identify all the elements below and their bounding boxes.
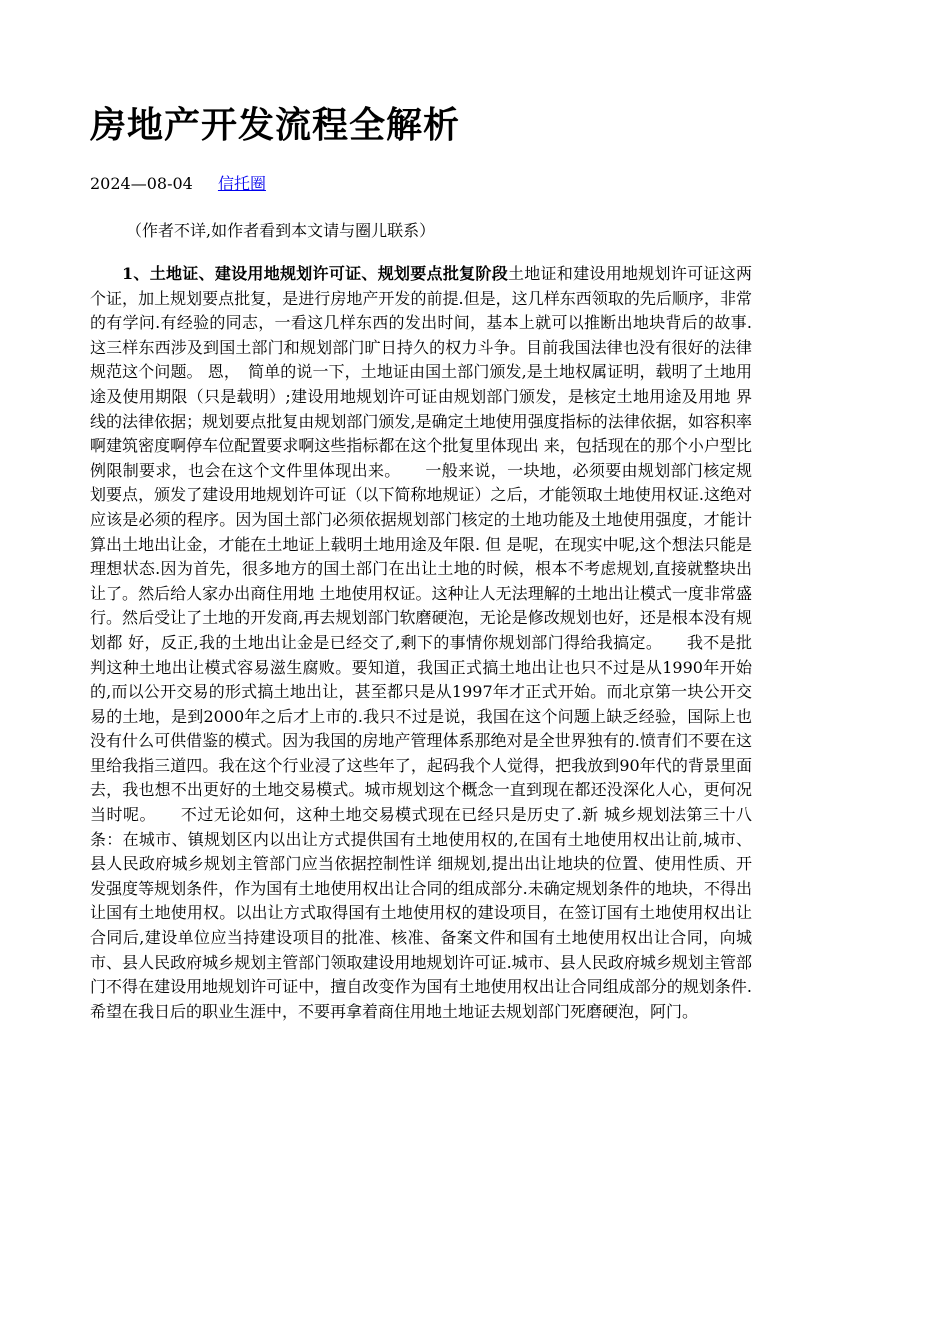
source-link[interactable]: 信托圈	[217, 174, 266, 193]
author-note: （作者不详,如作者看到本文请与圈儿联系）	[126, 221, 436, 240]
body-paragraph: 土地证和建设用地规划许可证这两个证，加上规划要点批复，是进行房地产开发的前提.但是，这几样东西领取的先后顺序，非常的有学问.有经验的同志，一看这几样东西的发出时间，基本上就可以推断出地块背后的故事.这三样东西涉及到国土部门和规划部门旷日持久的权力斗争。目前我国法律也没有很好的法律规范这个问题。 恩， 简单的说一下，土地证由国土部门颁发,是土地权属证明，载明了土地用途及使用期限（只是载明）;建设用地规划许可证由规划部门颁发，是核定土地用途及用地 界线的法律依据；规划要点批复由规划部门颁发,是确定土地使用强度指标的法律依据，如容积率啊建筑密度啊停车位配置要求啊这些指标都在这个批复里体现出 来，包括现在的那个小户型比例限制要求，也会在这个文件里体现出来。 一般来说，一块地，必须要由规划部门核定规划要点，颁发了建设用地规划许可证（以下简称地规证）之后，才能领取土地使用权证.这绝对应该是必须的程序。因为国土部门必须依据规划部门核定的土地功能及土地使用强度，才能计算出土地出让金，才能在土地证上载明土地用途及年限. 但 是呢，在现实中呢,这个想法只能是理想状态.因为首先，很多地方的国土部门在出让土地的时候，根本不考虑规划,直接就整块出让了。然后给人家办出商住用地 土地使用权证。这种让人无法理解的土地出让模式一度非常盛行。然后受让了土地的开发商,再去规划部门软磨硬泡，无论是修改规划也好，还是根本没有规划都 好，反正,我的土地出让金是已经交了,剩下的事情你规划部门得给我搞定。 我不是批判这种土地出让模式容易滋生腐败。要知道，我国正式搞土地出让也只不过是从1990年开始的,而以公开交易的形式搞土地出让，甚至都只是从1997年才正式开始。而北京第一块公开交易的土地，是到2000年之后才上市的.我只不过是说，我国在这个问题上缺乏经验，国际上也没有什么可供借鉴的模式。因为我国的房地产管理体系那绝对是全世界独有的.愤青们不要在这里给我指三道四。我在这个行业浸了这些年了，起码我个人觉得，把我放到90年代的背景里面去，我也想不出更好的土地交易模式。城市规划这个概念一直到现在都还没深化人心，更何况当时呢。 不过无论如何，这种土地交易模式现在已经只是历史了.新 城乡规划法第三十八条：在城市、镇规划区内以出让方式提供国有土地使用权的,在国有土地使用权出让前,城市、县人民政府城乡规划主管部门应当依据控制性详 细规划,提出出让地块的位置、使用性质、开发强度等规划条件，作为国有土地使用权出让合同的组成部分.未确定规划条件的地块，不得出让国有土地使用权。以出让方式取得国有土地使用权的建设项目，在签订国有土地使用权出让合同后,建设单位应当持建设项目的批准、核准、备案文件和国有土地使用权出让合同，向城市、县人民政府城乡规划主管部门领取建设用地规划许可证.城市、县人民政府城乡规划主管部门不得在建设用地规划许可证中，擅自改变作为国有土地使用权出让合同组成部分的规划条件. 希望在我日后的职业生涯中，不要再拿着商住用地土地证去规划部门死磨硬泡，阿门。	[90, 264, 752, 1021]
section-heading: 1、土地证、建设用地规划许可证、规划要点批复阶段	[122, 264, 508, 283]
article-title: 房地产开发流程全解析	[90, 105, 461, 146]
publish-date: 2024—08-04	[90, 174, 193, 193]
article-body	[90, 262, 752, 1024]
article-meta	[90, 172, 266, 196]
